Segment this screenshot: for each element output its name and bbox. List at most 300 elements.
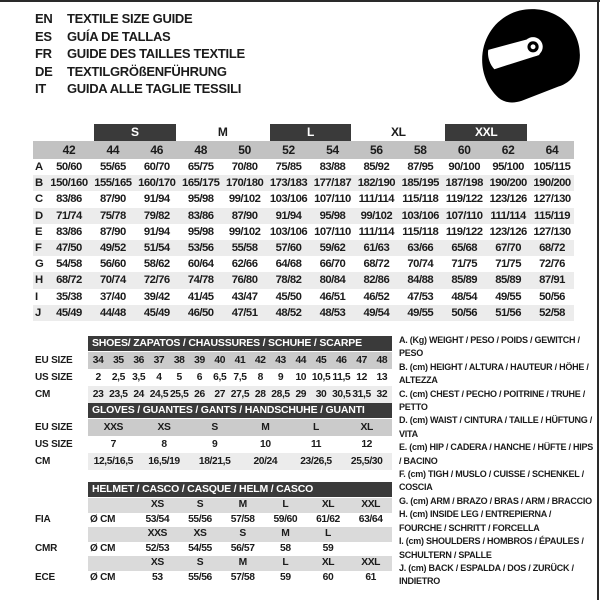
value-cell: 71/74 [56, 209, 82, 222]
size-number: 58 [413, 143, 427, 157]
value-cell: 57/60 [275, 241, 302, 254]
value-cell: 85/89 [495, 274, 521, 287]
value-cell: 3,5 [132, 372, 146, 383]
value-cell: 107/110 [314, 225, 351, 238]
value-cell: 75/85 [275, 161, 302, 173]
value-cell: 76/80 [231, 274, 258, 287]
row-label: C [35, 193, 44, 206]
value-cell: 87/90 [231, 209, 258, 222]
value-cell: 91/94 [275, 209, 302, 222]
size-number: 46 [150, 143, 164, 157]
value-cell: 75/78 [99, 209, 126, 222]
value-cell: 58/62 [143, 258, 170, 271]
legend-item: F. (cm) TIGH / MUSLO / CUISSE / SCHENKEL / COSCIA [399, 469, 584, 493]
value-cell: 59/60 [273, 513, 298, 525]
value-cell: 45 [315, 355, 327, 366]
value-cell: 173/183 [269, 177, 308, 190]
helmet-table-title: HELMET / CASCO / CASQUE / HELM / CASCO [88, 482, 392, 497]
value-cell: 55/58 [231, 241, 258, 254]
legend-item: A. (Kg) WEIGHT / PESO / POIDS / GEWITCH / PESO [399, 335, 580, 359]
size-number: 52 [282, 143, 295, 157]
value-cell: 23,5 [109, 389, 128, 400]
value-cell: 83/86 [56, 225, 82, 238]
value-cell: 39/42 [143, 290, 170, 303]
value-cell: 71/75 [451, 258, 478, 271]
value-cell: 49/55 [495, 290, 521, 303]
value-cell: 55/56 [188, 513, 212, 525]
value-cell: 51/56 [495, 306, 521, 319]
value-cell: 50/56 [539, 290, 565, 303]
value-cell: 12,5/16,5 [93, 456, 133, 467]
racing-helmet-icon [466, 2, 594, 114]
value-cell: 85/92 [363, 161, 390, 173]
legend-item: D. (cm) WAIST / CINTURA / TAILLE / HÜFTUNG / VITA [399, 415, 592, 439]
value-cell: 27,5 [230, 389, 250, 400]
language-code: IT [35, 81, 46, 96]
value-cell: 48 [376, 355, 388, 366]
value-cell: 7 [110, 439, 116, 450]
value-cell: 115/118 [402, 225, 439, 238]
language-label: TEXTILE SIZE GUIDE [67, 11, 193, 26]
helmet-size: XS [150, 557, 164, 568]
value-cell: 72/76 [539, 258, 565, 271]
helmet-size: XXL [361, 557, 381, 568]
value-cell: 95/98 [319, 209, 346, 222]
row-values [88, 352, 392, 369]
value-cell: 61 [365, 571, 376, 583]
helmet-size-row [30, 527, 392, 542]
size-group-row [33, 121, 574, 141]
value-cell: 91/94 [143, 225, 170, 238]
value-cell: 103/106 [269, 193, 308, 206]
value-cell: 38 [173, 355, 185, 366]
value-cell: 65/68 [451, 241, 478, 254]
size-number: 44 [106, 143, 120, 157]
value-cell: 45/49 [143, 306, 170, 319]
helmet-size: M [238, 499, 247, 510]
shoes-rows [30, 352, 392, 403]
unit-label: Ø CM [90, 513, 116, 525]
value-cell: 70/74 [99, 274, 126, 287]
value-cell: 80/84 [319, 274, 346, 287]
language-code: ES [35, 28, 52, 44]
size-group-cell [91, 124, 179, 141]
textile-size-table [33, 121, 574, 321]
row-label-spacer [33, 141, 47, 159]
value-cell [349, 542, 392, 557]
spacer [88, 527, 136, 542]
value-cell: 79/82 [143, 209, 170, 222]
value-cell: 35/38 [56, 290, 82, 303]
size-group-cell [442, 124, 530, 141]
value-cell: 48/54 [451, 290, 478, 303]
value-cell: 160/170 [138, 177, 176, 190]
size-group-cell [354, 124, 442, 141]
legend-item: H. (cm) INSIDE LEG / ENTREPIERNA / FOURCHE / SCHRITT / FORCELLA [399, 509, 552, 533]
value-cell: 87/95 [407, 161, 434, 173]
value-cell: 34 [92, 355, 104, 366]
value-cell: 11,5 [332, 372, 351, 383]
size-group-cell [530, 124, 574, 141]
value-cell: 59 [280, 571, 291, 583]
measurement-row [33, 224, 574, 240]
measurement-row [33, 175, 574, 191]
size-group-cell [179, 124, 267, 141]
value-cell: 47/53 [407, 290, 434, 303]
value-cell: 127/130 [533, 225, 571, 238]
helmet-sizes [88, 498, 392, 513]
row-values [88, 386, 392, 403]
value-cell: 95/98 [187, 193, 214, 206]
size-group-label: S [94, 124, 176, 141]
table-row [30, 352, 392, 369]
helmet-size: M [281, 528, 290, 539]
language-row [35, 28, 245, 46]
value-cell: 29 [295, 389, 307, 400]
value-cell: 49/52 [99, 241, 126, 254]
value-cell: 165/175 [182, 177, 220, 190]
size-group-cell [267, 124, 355, 141]
spacer [88, 556, 136, 571]
size-group-label: M [217, 125, 228, 139]
value-cell: 28,5 [271, 389, 290, 400]
value-cell: 99/102 [228, 193, 261, 206]
language-code: EN [35, 11, 53, 26]
value-cell: 28 [254, 389, 266, 400]
value-cell: 150/160 [50, 177, 88, 190]
language-label: TEXTILGRÖßENFÜHRUNG [67, 63, 227, 79]
unit-label: Ø CM [90, 542, 116, 554]
value-cell: 83/86 [56, 193, 82, 206]
value-cell: 10,5 [311, 372, 331, 383]
spacer [88, 498, 136, 513]
value-cell: 23 [92, 389, 104, 400]
size-group-label: XXL [445, 124, 527, 141]
value-cell: 71/75 [495, 258, 521, 271]
value-cell: S [211, 422, 218, 433]
legend-item: C. (cm) CHEST / PECHO / POITRINE / TRUHE / PETTO [399, 388, 586, 413]
standard-label: ECE [35, 571, 55, 583]
value-cell: 58 [280, 542, 291, 554]
value-cell: 187/198 [445, 177, 483, 190]
row-header: EU SIZE [35, 422, 73, 433]
value-cell: 55/65 [99, 161, 126, 173]
value-cell: 123/126 [489, 225, 527, 238]
value-cell: 107/110 [314, 193, 351, 206]
value-cell: M [261, 422, 270, 433]
legend-item: I. (cm) SHOULDERS / HOMBROS / ÉPAULES / SCHULTERN / SPALLE [399, 536, 584, 560]
value-cell: 9 [277, 372, 284, 383]
value-cell: 111/114 [490, 209, 526, 222]
language-row [35, 10, 245, 28]
row-label: A [35, 161, 44, 173]
table-row [30, 386, 392, 403]
row-label: B [35, 177, 44, 190]
value-cell: 37/40 [99, 290, 126, 303]
value-cell: 44 [295, 355, 307, 366]
value-cell: 25,5 [169, 389, 189, 400]
value-cell: 10 [295, 372, 307, 383]
value-cell: 56/57 [230, 542, 255, 554]
value-cell: 87/91 [539, 274, 565, 287]
value-cell: 49/55 [407, 306, 434, 319]
language-label: GUIDE DES TAILLES TEXTILE [67, 46, 245, 61]
helmet-size: S [196, 557, 204, 568]
value-cell: 48/53 [319, 306, 346, 319]
value-cell: 53/56 [187, 241, 214, 254]
legend-item: G. (cm) ARM / BRAZO / BRAS / ARM / BRACCIO [399, 495, 592, 506]
value-cell: 99/102 [360, 209, 393, 222]
value-cell: 48/52 [275, 306, 302, 319]
helmet-size-row [30, 498, 392, 513]
value-cell: 30 [315, 389, 327, 400]
helmet-section [30, 482, 392, 585]
value-cell: 119/122 [445, 193, 483, 206]
value-cell: 8 [257, 372, 263, 383]
helmet-size: XS [193, 528, 207, 539]
legend-item: J. (cm) BACK / ESPALDA / DOS / ZURÜCK / INDIETRO [399, 562, 574, 587]
helmet-size: XXL [361, 499, 381, 510]
value-cell: 190/200 [533, 177, 571, 190]
helmet-value-row [30, 542, 392, 557]
helmet-rows [30, 498, 392, 585]
row-label: J [35, 306, 42, 319]
value-cell: 115/118 [402, 193, 439, 206]
language-code: DE [35, 63, 53, 79]
value-cell: 57/58 [230, 571, 255, 583]
language-label: GUÍA DE TALLAS [67, 28, 171, 44]
size-number: 60 [457, 143, 471, 157]
value-cell: 54/55 [188, 542, 212, 554]
value-cell: XXS [103, 422, 124, 433]
value-cell: 51/54 [143, 241, 170, 254]
measurement-row [33, 256, 574, 272]
value-cell: 99/102 [228, 225, 261, 238]
value-cell: 60 [322, 571, 334, 583]
helmet-size: L [282, 499, 289, 510]
value-cell: 68/72 [363, 258, 390, 271]
row-values [88, 436, 392, 453]
table-row [30, 369, 392, 386]
helmet-size: L [282, 557, 289, 568]
value-cell: 182/190 [357, 177, 396, 190]
value-cell: 155/165 [94, 177, 132, 190]
table-row [30, 419, 392, 436]
value-cell: 105/115 [533, 161, 571, 173]
helmet-size: XS [150, 499, 164, 510]
shoes-header-row [30, 336, 392, 351]
value-cell: 53/54 [145, 513, 170, 525]
value-cell: 5 [176, 372, 182, 383]
size-number: 56 [369, 143, 383, 157]
language-row [35, 80, 245, 98]
row-label: H [35, 274, 44, 287]
value-cell: 107/110 [445, 209, 483, 222]
row-header: EU SIZE [35, 355, 73, 366]
row-label: F [35, 241, 42, 254]
legend-item: B. (cm) HEIGHT / ALTURA / HAUTEUR / HÖHE / ALTEZZA [399, 361, 589, 386]
language-label: GUIDA ALLE TAGLIE TESSILI [67, 81, 242, 96]
gloves-table-title: GLOVES / GUANTES / GANTS / HANDSCHUHE / GUANTI [88, 403, 392, 418]
value-cell: 24,5 [149, 389, 169, 400]
size-numbers-row [33, 141, 574, 159]
size-number: 42 [62, 143, 76, 157]
value-cell: 42 [254, 355, 266, 366]
value-cell: 12 [361, 439, 372, 450]
spacer [30, 498, 88, 513]
value-cell: 37 [153, 355, 165, 366]
standard-label: FIA [35, 513, 51, 525]
value-cell: 185/195 [401, 177, 439, 190]
measurement-row [33, 289, 574, 305]
value-cell: 64/68 [275, 258, 302, 271]
value-cell: 45/50 [275, 290, 302, 303]
size-group-label: XL [390, 125, 406, 139]
size-number: 50 [238, 143, 251, 157]
value-cell: 46 [335, 355, 347, 366]
measurement-row [33, 240, 574, 256]
row-header: US SIZE [35, 439, 73, 450]
value-cell: 11 [310, 439, 322, 450]
value-cell: 61/62 [316, 513, 340, 525]
value-cell: 68/72 [56, 274, 82, 287]
value-cell: 70/80 [231, 161, 258, 173]
value-cell: 170/180 [225, 177, 264, 190]
row-label: G [35, 258, 44, 271]
helmet-size-row [30, 556, 392, 571]
value-cell: 55/56 [188, 571, 212, 583]
value-cell: 111/114 [358, 193, 395, 206]
value-cell: 50/56 [451, 306, 478, 319]
gloves-section [30, 403, 392, 470]
size-group-cell [33, 124, 91, 141]
spacer [30, 336, 88, 351]
row-values [88, 369, 392, 386]
value-cell: 2,5 [111, 372, 125, 383]
value-cell: 6 [196, 372, 203, 383]
measurement-row [33, 159, 574, 175]
measurement-row [33, 305, 574, 321]
language-code: FR [35, 46, 52, 61]
value-cell: 9 [212, 439, 218, 450]
value-cell: 43/47 [231, 290, 258, 303]
value-cell: 74/78 [187, 274, 214, 287]
size-group-label: L [270, 124, 352, 141]
value-cell: 35 [113, 355, 124, 366]
value-cell: 63/64 [358, 513, 383, 525]
value-cell: 127/130 [533, 193, 571, 206]
shoes-section [30, 336, 392, 403]
value-cell: 84/88 [407, 274, 434, 287]
value-cell: 95/98 [187, 225, 214, 238]
value-cell: XS [157, 422, 171, 433]
gloves-rows [30, 419, 392, 470]
size-number: 48 [194, 143, 208, 157]
value-cell: 12 [356, 372, 367, 383]
value-cell: 7,5 [233, 372, 247, 383]
language-list [35, 10, 245, 98]
value-cell: 103/106 [269, 225, 308, 238]
value-cell: 53 [152, 571, 163, 583]
value-cell: XL [360, 422, 373, 433]
spacer [30, 527, 88, 542]
size-number: 54 [326, 143, 339, 157]
value-cell: 87/90 [99, 193, 126, 206]
value-cell: 31,5 [352, 389, 371, 400]
value-cell: 60/64 [187, 258, 214, 271]
right-border-line [597, 0, 599, 600]
measurement-legend [399, 334, 596, 589]
value-cell: 49/54 [363, 306, 390, 319]
value-cell: 47/51 [231, 306, 258, 319]
value-cell: 61/63 [363, 241, 390, 254]
value-cell: 44/48 [99, 306, 126, 319]
value-cell: 10 [260, 439, 271, 450]
helmet-sizes [88, 527, 392, 542]
value-cell: 50/60 [56, 161, 82, 173]
value-cell: 70/74 [407, 258, 434, 271]
row-label: D [35, 209, 44, 222]
value-cell: 85/89 [451, 274, 478, 287]
value-cell: 66/70 [319, 258, 346, 271]
value-cell: 90/100 [448, 161, 480, 173]
row-label: E [35, 225, 43, 238]
value-cell: 32 [376, 389, 388, 400]
value-cell: 111/114 [358, 225, 395, 238]
unit-label: Ø CM [90, 571, 116, 583]
value-cell: 6,5 [213, 372, 227, 383]
helmet-values [88, 542, 392, 557]
value-cell: 72/76 [143, 274, 170, 287]
value-cell: 46/52 [363, 290, 390, 303]
value-cell: 87/90 [99, 225, 126, 238]
row-values [88, 419, 392, 436]
value-cell: 62/66 [231, 258, 258, 271]
value-cell: 59/62 [319, 241, 346, 254]
table-row [30, 453, 392, 470]
value-cell: 59 [322, 542, 334, 554]
value-cell: 40 [214, 355, 226, 366]
language-row [35, 63, 245, 81]
value-cell: 16,5/19 [148, 456, 180, 467]
value-cell: 54/58 [56, 258, 82, 271]
value-cell: 95/100 [492, 161, 524, 173]
value-cell: 47 [356, 355, 367, 366]
value-cell: 46/51 [319, 290, 346, 303]
value-cell: 57/58 [230, 513, 255, 525]
value-cell: 83/86 [187, 209, 214, 222]
value-cell: 25,5/30 [350, 456, 383, 467]
measurement-row [33, 272, 574, 288]
row-values [88, 453, 392, 470]
value-cell: 68/72 [539, 241, 565, 254]
value-cell: L [313, 422, 319, 433]
value-cell: 23/26,5 [300, 456, 332, 467]
value-cell: 123/126 [489, 193, 527, 206]
helmet-sizes [88, 556, 392, 571]
helmet-value-row [30, 513, 392, 528]
helmet-value-row [30, 571, 392, 586]
helmet-size: M [238, 557, 247, 568]
value-cell: 119/122 [445, 225, 483, 238]
legend-item: E. (cm) HIP / CADERA / HANCHE / HÜFTE / HIPS / BACINO [399, 442, 594, 466]
value-cell: 78/82 [275, 274, 302, 287]
helmet-size: XXS [147, 528, 168, 539]
helmet-size [349, 527, 392, 542]
value-cell: 91/94 [143, 193, 170, 206]
value-cell: 41/45 [187, 290, 214, 303]
value-cell: 115/119 [533, 209, 571, 222]
